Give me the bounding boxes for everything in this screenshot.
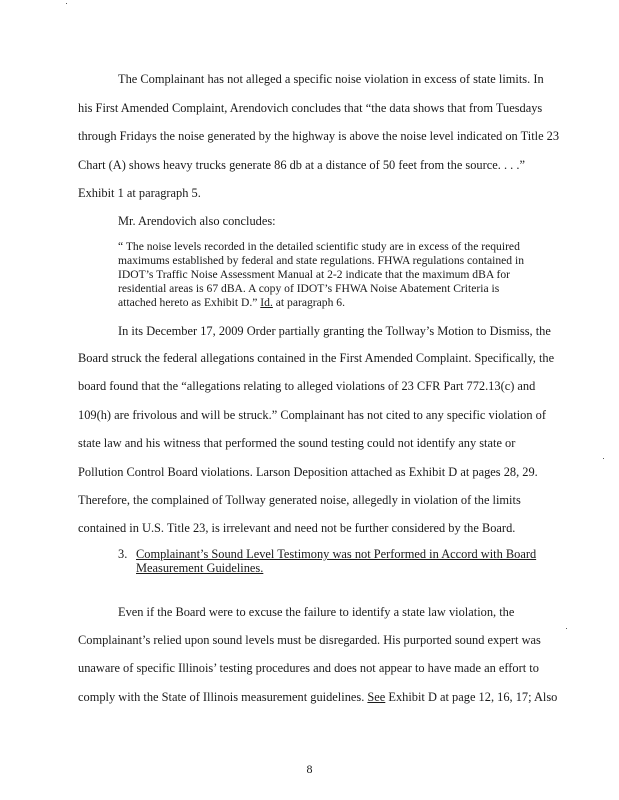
block-quote-line-2: maximums established by federal and state regulations. FHWA regulations contained in bbox=[118, 254, 525, 267]
block-quote-line-5-text: attached hereto as Exhibit D.” bbox=[118, 296, 261, 309]
paragraph-4-line-3: unaware of specific Illinois’ testing procedures and does not appear to have made an effort to bbox=[78, 661, 539, 675]
paragraph-1-line-1: The Complainant has not alleged a specific noise violation in excess of state limits. In bbox=[118, 72, 544, 86]
paragraph-3-line-3: board found that the “allegations relating to alleged violations of 23 CFR Part 772.13(c) and bbox=[78, 379, 536, 393]
paragraph-1-line-2: his First Amended Complaint, Arendovich concludes that “the data shows that from Tuesdays bbox=[78, 101, 543, 115]
block-quote-line-5 bbox=[118, 296, 345, 309]
paragraph-1-line-4: Chart (A) shows heavy trucks generate 86 db at a distance of 50 feet from the source. . . .” bbox=[78, 158, 525, 172]
paragraph-4-line-4-suffix: Exhibit D at page 12, 16, 17; Also bbox=[385, 690, 558, 704]
paragraph-3-line-2: Board struck the federal allegations contained in the First Amended Complaint. Specifically, the bbox=[78, 351, 555, 365]
paragraph-3-line-4: 109(h) are frivolous and will be struck.” Complainant has not cited to any specific violation of bbox=[78, 408, 546, 422]
scan-speck bbox=[566, 628, 567, 629]
section-heading-line-2: Measurement Guidelines. bbox=[136, 561, 264, 575]
paragraph-4-line-1: Even if the Board were to excuse the failure to identify a state law violation, the bbox=[118, 605, 515, 619]
block-quote-line-5-suffix: at paragraph 6. bbox=[272, 296, 345, 309]
see-signal: See bbox=[367, 690, 386, 704]
paragraph-3-line-7: Therefore, the complained of Tollway generated noise, allegedly in violation of the limits bbox=[78, 493, 521, 507]
paragraph-2-lead: Mr. Arendovich also concludes: bbox=[118, 214, 276, 228]
scan-speck bbox=[66, 3, 67, 4]
paragraph-4-line-2: Complainant’s relied upon sound levels must be disregarded. His purported sound expert was bbox=[78, 633, 541, 647]
block-quote-line-4: residential areas is 67 dBA. A copy of IDOT’s FHWA Noise Abatement Criteria is bbox=[118, 282, 500, 295]
id-citation: Id. bbox=[260, 296, 273, 309]
paragraph-3-line-6: Pollution Control Board violations. Larson Deposition attached as Exhibit D at pages 28, 29. bbox=[78, 465, 538, 479]
paragraph-1-line-3: through Fridays the noise generated by the highway is above the noise level indicated on Title 23 bbox=[78, 129, 560, 143]
section-heading-line-1: Complainant’s Sound Level Testimony was not Performed in Accord with Board bbox=[136, 547, 537, 561]
block-quote-line-1: “ The noise levels recorded in the detailed scientific study are in excess of the required bbox=[118, 240, 520, 253]
paragraph-3-line-5: state law and his witness that performed the sound testing could not identify any state or bbox=[78, 436, 516, 450]
paragraph-1-line-5: Exhibit 1 at paragraph 5. bbox=[78, 186, 201, 200]
block-quote-line-3: IDOT’s Traffic Noise Assessment Manual at 2-2 indicate that the maximum dBA for bbox=[118, 268, 510, 281]
section-number: 3. bbox=[118, 547, 128, 561]
paragraph-4-line-4-text: comply with the State of Illinois measurement guidelines. bbox=[78, 690, 368, 704]
page-number: 8 bbox=[306, 762, 313, 776]
paragraph-4-line-4 bbox=[78, 690, 557, 704]
paragraph-3-line-1: In its December 17, 2009 Order partially granting the Tollway’s Motion to Dismiss, the bbox=[118, 324, 551, 338]
paragraph-3-line-8: contained in U.S. Title 23, is irrelevant and need not be further considered by the Board. bbox=[78, 521, 516, 535]
scan-speck bbox=[603, 458, 604, 459]
